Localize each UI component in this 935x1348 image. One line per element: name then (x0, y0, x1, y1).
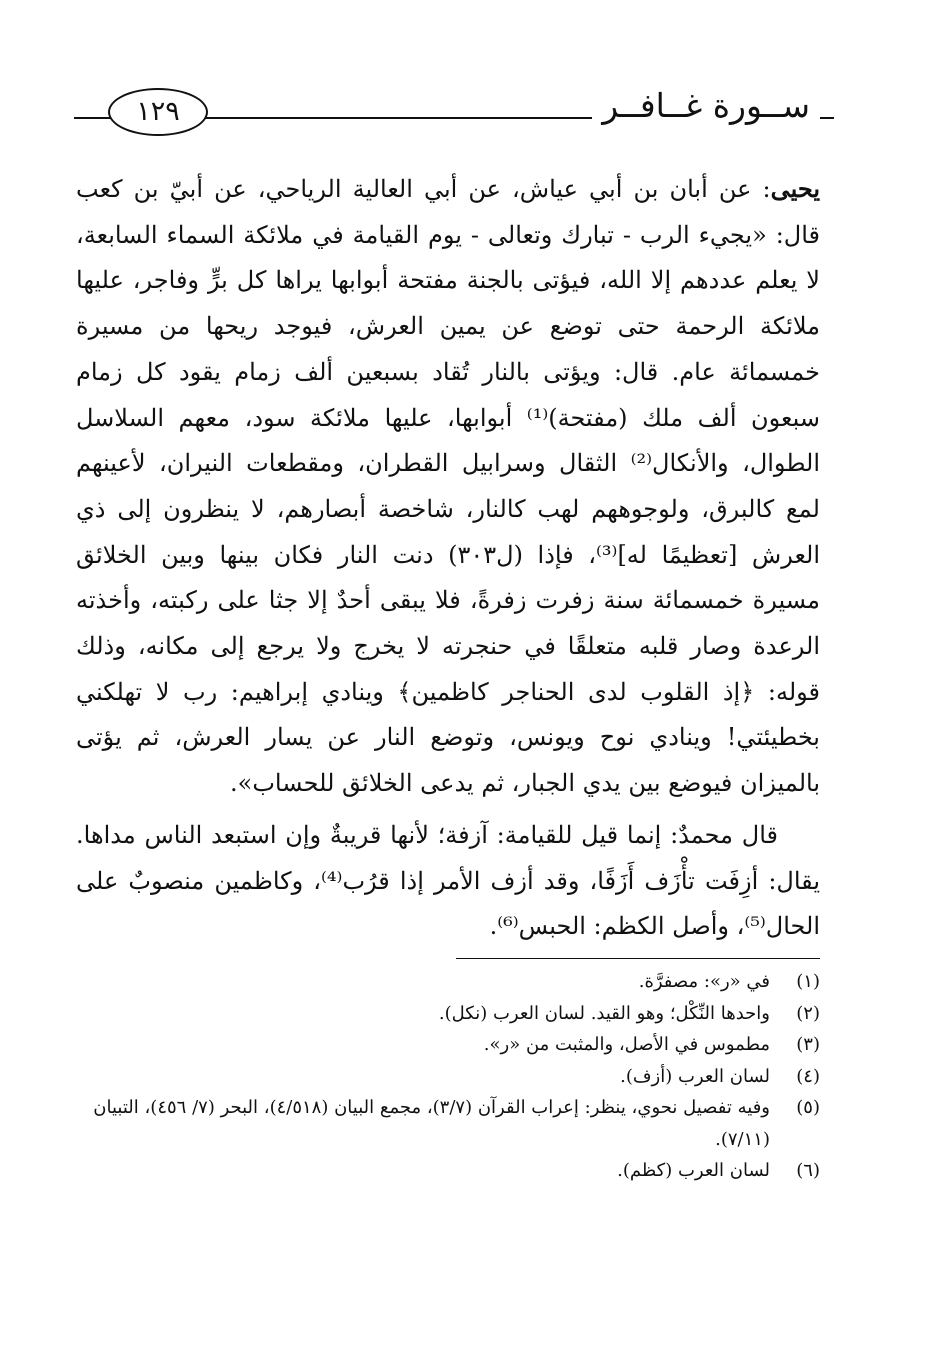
footnote-text: في «ر»: مصفرَّة. (638, 971, 770, 992)
footnote-number: (٦) (796, 1160, 820, 1181)
footnote-text: لسان العرب (كظم). (617, 1160, 770, 1181)
paragraph-1 (76, 166, 820, 807)
main-text (76, 166, 820, 950)
paragraph-2: قال محمدٌ: إنما قيل للقيامة: آزفة؛ لأنها قريبةٌ وإن استبعد الناس مداها. يقال: أزِفَت تأْزَف أَزَفًا، وقد أزف الأمر إذا قرُب⁽⁴⁾، وكاظمين منصوبٌ على الحال⁽⁵⁾، وأصل الكظم: الحبس⁽⁶⁾. (76, 820, 820, 941)
footnote (76, 1092, 820, 1155)
footnote-number: (٥) (796, 1097, 820, 1118)
footnote-separator (456, 958, 820, 959)
footnote (76, 998, 820, 1030)
footnote-number: (٤) (796, 1065, 820, 1087)
footnote (76, 1061, 820, 1093)
narrator-name: يحيى (770, 174, 820, 203)
footnote-number: (٣) (796, 1034, 820, 1055)
footnote-number: (٢) (796, 1002, 820, 1024)
surah-title: ســورة غــافــر (592, 84, 820, 128)
footnotes (76, 966, 820, 1187)
footnote-number: (١) (796, 971, 820, 992)
page-header (74, 80, 834, 140)
footnote-text: وفيه تفصيل نحوي، ينظر: إعراب القرآن (٣/٧)، مجمع البيان (٤/٥١٨)، البحر (٧/ ٤٥٦)، التبيان (٧/١١). (93, 1097, 770, 1150)
page-number: ١٢٩ (108, 88, 208, 136)
footnote (76, 1029, 820, 1061)
footnote (76, 966, 820, 998)
footnote-text: مطموس في الأصل، والمثبت من «ر». (483, 1034, 770, 1055)
footnote-text: واحدها النِّكْل؛ وهو القيد. لسان العرب (نكل). (438, 1002, 770, 1024)
footnote (76, 1155, 820, 1187)
footnote-text: لسان العرب (أزف). (620, 1065, 770, 1087)
paragraph-1-text: : عن أبان بن أبي عياش، عن أبي العالية الرياحي، عن أبيّ بن كعب قال: «يجيء الرب - تبارك وتعالى - يوم القيامة في ملائكة السماء السابعة، لا يعلم عددهم إلا الله، فيؤتى بالجنة مفتحة أبوابها يراها كل برٍّ وفاجر، عليها ملائكة الرحمة حتى توضع عن يمين العرش، فيوجد ريحها من مسيرة خمسمائة عام. قال: ويؤتى بالنار تُقاد بسبعين ألف زمام يقود كل زمام سبعون ألف ملك (مفتحة)⁽¹⁾ أبوابها، عليها ملائكة سود، معهم السلاسل الطوال، والأنكال⁽²⁾ الثقال وسرابيل القطران، ومقطعات النيران، لأعينهم لمع كالبرق، ولوجوههم لهب كالنار، شاخصة أبصارهم، لا ينظرون إلى ذي العرش [تعظيمًا له]⁽³⁾، فإذا (ل٣٠٣) دنت النار فكان بينها وبين الخلائق مسيرة خمسمائة سنة زفرت زفرةً، فلا يبقى أحدٌ إلا جثا على ركبته، وأخذته الرعدة وصار قلبه متعلقًا في حنجرته لا يخرج ولا يرجع إلى مكانه، وذلك قوله: ﴿إذ القلوب لدى الحناجر كاظمين﴾ وينادي إبراهيم: رب لا تهلكني بخطيئتي! وينادي نوح ويونس، وتوضع النار عن يسار العرش، ثم يؤتى بالميزان فيوضع بين يدي الجبار، ثم يدعى الخلائق للحساب». (76, 175, 821, 798)
